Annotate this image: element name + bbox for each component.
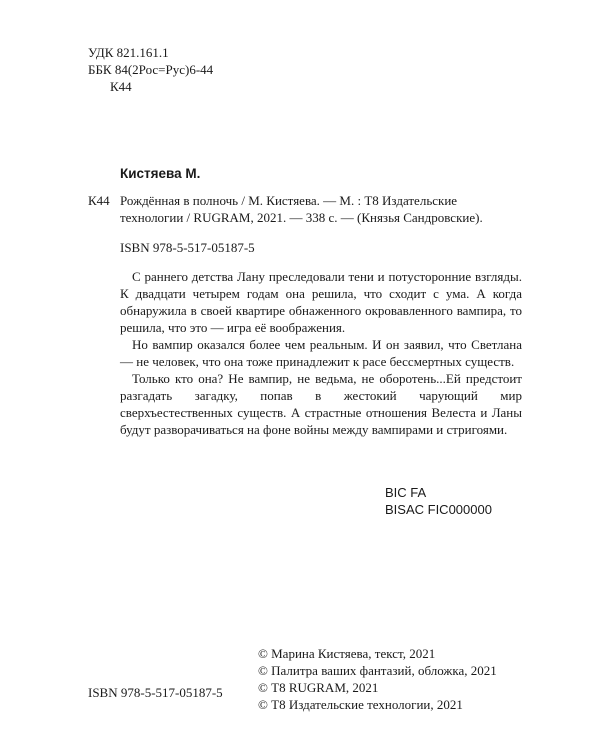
annotation-paragraph: Но вампир оказался более чем реальным. И он заявил, что Светлана — не человек, что она тоже принадлежит к расе бессмертных существ. xyxy=(120,337,522,369)
isbn-bottom: ISBN 978-5-517-05187-5 xyxy=(88,685,223,700)
copyright-line: © Т8 Издательские технологии, 2021 xyxy=(258,697,463,712)
bibliographic-line-2: технологии / RUGRAM, 2021. — 338 с. — (Князья Сандровские). xyxy=(120,210,483,225)
bibliographic-description xyxy=(120,192,520,226)
annotation-paragraph: С раннего детства Лану преследовали тени и потусторонние взгляды. К двадцати четырем годам она решила, что сходит с ума. А когда обнаружила в своей квартире обнаженного окровавленного вампира, то решила, что это — игра её воображения. xyxy=(120,269,522,335)
annotation-paragraph: Только кто она? Не вампир, не ведьма, не оборотень...Ей предстоит разгадать загадку, попав в жестокий чарующий мир сверхъестественных существ. А страстные отношения Велеста и Ланы будут разворачиваться на фоне войны между вампирами и стригоями. xyxy=(120,371,522,437)
copyright-line: © Т8 RUGRAM, 2021 xyxy=(258,680,379,695)
copyright-block xyxy=(258,645,497,713)
subject-codes xyxy=(385,484,492,518)
author-name: Кистяева М. xyxy=(120,166,201,181)
bic-code: BIC FA xyxy=(385,485,427,500)
catalog-mark: К44 xyxy=(88,193,110,208)
author-mark: К44 xyxy=(110,79,132,94)
copyright-line: © Палитра ваших фантазий, обложка, 2021 xyxy=(258,663,497,678)
udk-code: УДК 821.161.1 xyxy=(88,45,169,60)
classification-block xyxy=(88,44,213,95)
isbn-top: ISBN 978-5-517-05187-5 xyxy=(120,240,255,255)
bisac-code: BISAC FIC000000 xyxy=(385,502,492,517)
annotation xyxy=(120,268,522,438)
copyright-line: © Марина Кистяева, текст, 2021 xyxy=(258,646,436,661)
bbk-code: ББК 84(2Рос=Рус)6-44 xyxy=(88,62,214,77)
bibliographic-line-1: Рождённая в полночь / М. Кистяева. — М. : Т8 Издательские xyxy=(120,193,458,208)
